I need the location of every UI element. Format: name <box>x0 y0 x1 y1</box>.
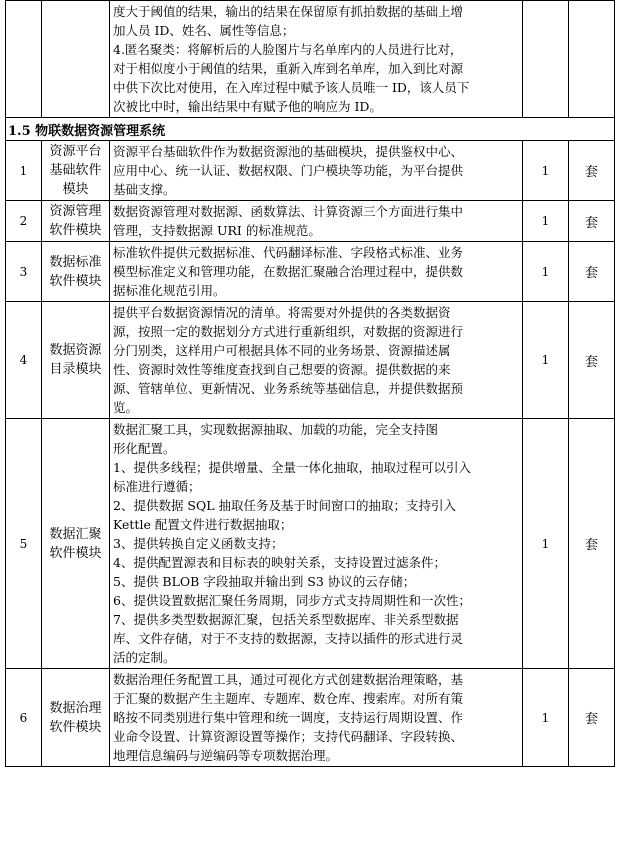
module-description <box>110 201 523 242</box>
table-row <box>6 141 615 201</box>
unit: 套 <box>569 141 615 201</box>
desc-line: 资源平台基础软件作为数据资源池的基础模块，提供鉴权中心、 <box>113 144 464 159</box>
desc-line: 地理信息编码与逆编码等专项数据治理。 <box>113 748 339 763</box>
continuation-desc-cell <box>110 1 523 118</box>
spec-table <box>5 0 615 767</box>
desc-line: 7、提供多类型数据源汇聚，包括关系型数据库、非关系型数据 <box>113 612 459 627</box>
quantity: 1 <box>523 141 569 201</box>
desc-line: 管理，支持数据源 URI 的标准规范。 <box>113 223 321 238</box>
quantity: 1 <box>523 669 569 767</box>
desc-line: 数据资源管理对数据源、函数算法、计算资源三个方面进行集中 <box>113 204 464 219</box>
unit: 套 <box>569 669 615 767</box>
row-number: 1 <box>6 141 42 201</box>
row-number: 4 <box>6 302 42 419</box>
module-description <box>110 419 523 669</box>
continuation-no-cell <box>6 1 42 118</box>
desc-line: 源、管辖单位、更新情况、业务系统等基础信息，并提供数据预 <box>113 381 464 396</box>
quantity: 1 <box>523 242 569 302</box>
module-description <box>110 242 523 302</box>
desc-line: 度大于阈值的结果，输出的结果在保留原有抓拍数据的基础上增 <box>113 4 464 19</box>
desc-line: 分门别类，这样用户可根据具体不同的业务场景、资源描述属 <box>113 343 451 358</box>
continuation-unit-cell <box>569 1 615 118</box>
desc-line: 中供下次比对使用，在入库过程中赋予该人员唯一 ID，该人员下 <box>113 80 470 95</box>
desc-line: 次被比中时，输出结果中有赋予他的响应为 ID。 <box>113 99 382 114</box>
desc-line: 据标准化规范引用。 <box>113 283 226 298</box>
desc-line: 览。 <box>113 400 139 415</box>
continuation-row <box>6 1 615 118</box>
desc-line: 性、资源时效性等维度查找到自己想要的资源。提供数据的来 <box>113 362 451 377</box>
desc-line: 业命令设置、计算资源设置等操作；支持代码翻译、字段转换、 <box>113 729 464 744</box>
desc-line: 对于相似度小于阈值的结果，重新入库到名单库，加入到比对源 <box>113 61 464 76</box>
row-number: 2 <box>6 201 42 242</box>
table-row <box>6 201 615 242</box>
continuation-qty-cell <box>523 1 569 118</box>
module-description <box>110 302 523 419</box>
unit: 套 <box>569 419 615 669</box>
desc-line: 于汇聚的数据产生主题库、专题库、数仓库、搜索库。对所有策 <box>113 691 464 706</box>
row-number: 5 <box>6 419 42 669</box>
unit: 套 <box>569 302 615 419</box>
module-name: 资源平台基础软件模块 <box>42 141 110 201</box>
row-number: 6 <box>6 669 42 767</box>
unit: 套 <box>569 242 615 302</box>
section-title: 1.5 物联数据资源管理系统 <box>6 118 615 141</box>
desc-line: 数据治理任务配置工具，通过可视化方式创建数据治理策略，基 <box>113 672 464 687</box>
desc-line: 数据汇聚工具，实现数据源抽取、加载的功能，完全支持图 <box>113 422 439 437</box>
desc-line: 形化配置。 <box>113 441 176 456</box>
section-header-row <box>6 118 615 141</box>
table-row <box>6 242 615 302</box>
desc-line: 3、提供转换自定义函数支持； <box>113 536 284 551</box>
desc-line: 库、文件存储，对于不支持的数据源，支持以插件的形式进行灵 <box>113 631 464 646</box>
desc-line: 标准进行遵循； <box>113 479 201 494</box>
desc-line: 基础支撑。 <box>113 182 176 197</box>
desc-line: 标准软件提供元数据标准、代码翻译标准、字段格式标准、业务 <box>113 245 464 260</box>
desc-line: 提供平台数据资源情况的清单。将需要对外提供的各类数据资 <box>113 305 451 320</box>
module-description <box>110 141 523 201</box>
desc-line: 4.匿名聚类：将解析后的人脸图片与名单库内的人员进行比对， <box>113 42 463 57</box>
module-name: 数据治理软件模块 <box>42 669 110 767</box>
desc-line: 模型标准定义和管理功能，在数据汇聚融合治理过程中，提供数 <box>113 264 464 279</box>
desc-line: 应用中心、统一认证、数据权限、门户模块等功能，为平台提供 <box>113 163 464 178</box>
desc-line: 2、提供数据 SQL 抽取任务及基于时间窗口的抽取；支持引入 <box>113 498 457 513</box>
desc-line: 活的定制。 <box>113 650 176 665</box>
quantity: 1 <box>523 302 569 419</box>
desc-line: 加人员 ID、姓名、属性等信息； <box>113 23 295 38</box>
module-name: 数据汇聚软件模块 <box>42 419 110 669</box>
module-description <box>110 669 523 767</box>
table-row <box>6 419 615 669</box>
table-row <box>6 302 615 419</box>
desc-line: 4、提供配置源表和目标表的映射关系，支持设置过滤条件； <box>113 555 446 570</box>
quantity: 1 <box>523 419 569 669</box>
desc-line: 5、提供 BLOB 字段抽取并输出到 S3 协议的云存储； <box>113 574 416 589</box>
unit: 套 <box>569 201 615 242</box>
table-row <box>6 669 615 767</box>
quantity: 1 <box>523 201 569 242</box>
continuation-name-cell <box>42 1 110 118</box>
module-name: 资源管理软件模块 <box>42 201 110 242</box>
desc-line: 略按不同类别进行集中管理和统一调度，支持运行周期设置、作 <box>113 710 464 725</box>
desc-line: 6、提供设置数据汇聚任务周期，同步方式支持周期性和一次性； <box>113 593 471 608</box>
desc-line: 1、提供多线程；提供增量、全量一体化抽取，抽取过程可以引入 <box>113 460 471 475</box>
row-number: 3 <box>6 242 42 302</box>
module-name: 数据标准软件模块 <box>42 242 110 302</box>
desc-line: 源，按照一定的数据划分方式进行重新组织，对数据的资源进行 <box>113 324 464 339</box>
module-name: 数据资源目录模块 <box>42 302 110 419</box>
desc-line: Kettle 配置文件进行数据抽取； <box>113 517 293 532</box>
